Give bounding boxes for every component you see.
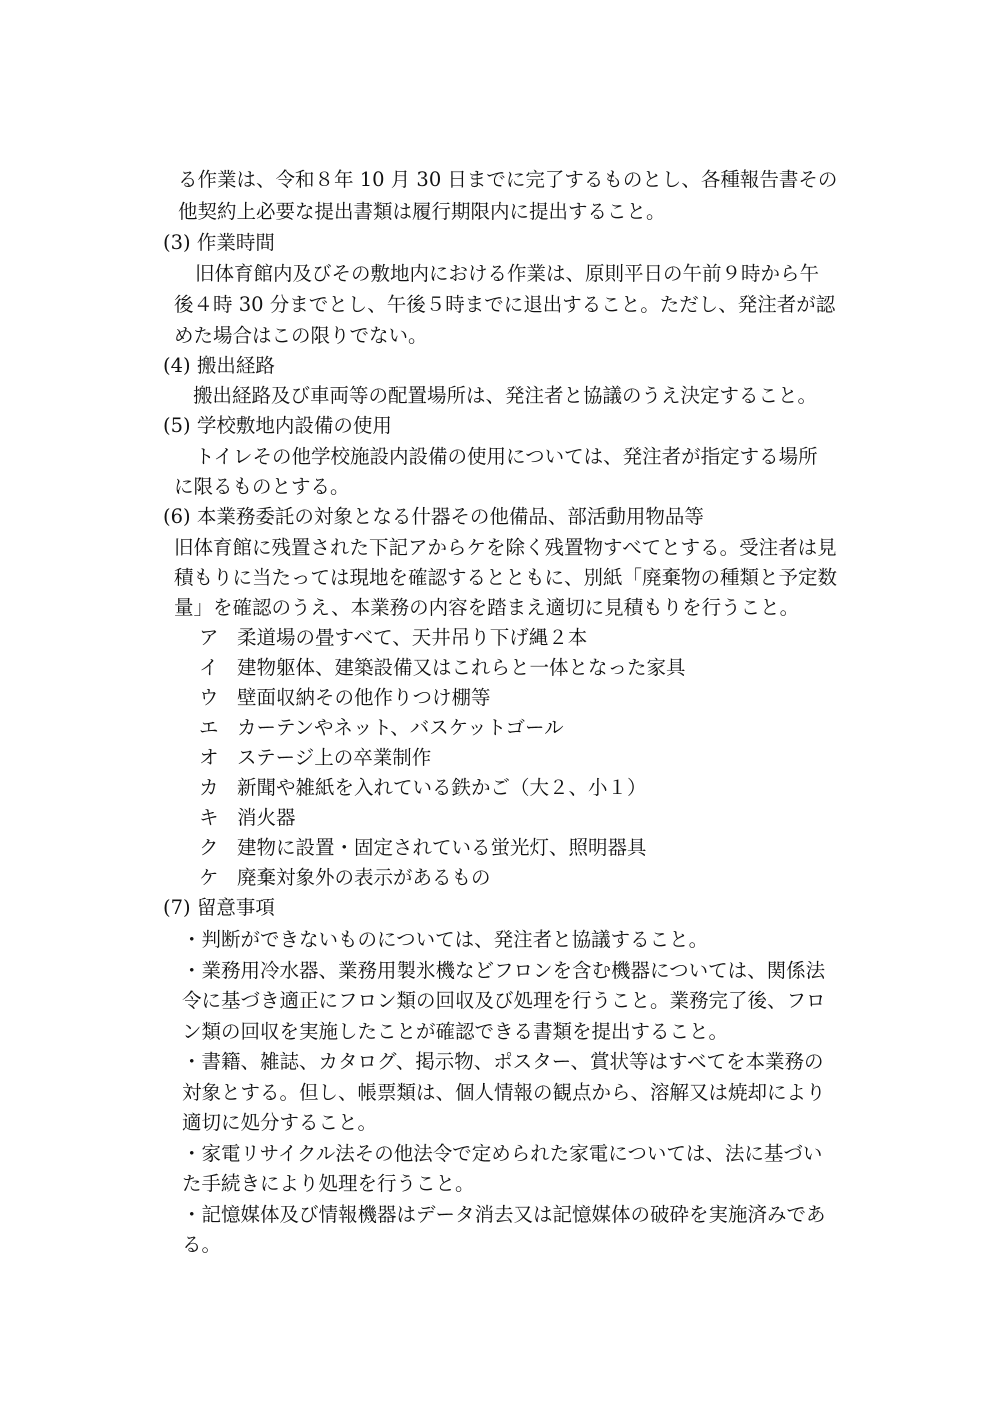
list-item-label: ウ <box>199 686 219 709</box>
list-item-label: ク <box>199 836 219 859</box>
bullet-line: 対象とする。但し、帳票類は、個人情報の観点から、溶解又は焼却により <box>182 1081 826 1104</box>
list-item-label: エ <box>199 716 219 739</box>
list-item-text: 建物に設置・固定されている蛍光灯、照明器具 <box>237 836 647 859</box>
bullet-line: ・書籍、雑誌、カタログ、掲示物、ポスター、賞状等はすべてを本業務の <box>182 1050 824 1073</box>
bullet-line: 令に基づき適正にフロン類の回収及び処理を行うこと。業務完了後、フロ <box>182 989 826 1012</box>
section-3-heading: (3) 作業時間 <box>163 231 275 254</box>
section-5-text: に限るものとする。 <box>174 475 350 498</box>
bullet-line: ン類の回収を実施したことが確認できる書類を提出すること。 <box>182 1020 729 1043</box>
list-item-text: 廃棄対象外の表示があるもの <box>237 866 491 889</box>
section-4-text: 搬出経路及び車両等の配置場所は、発注者と協議のうえ決定すること。 <box>193 384 818 407</box>
section-6-text: 旧体育館に残置された下記アからケを除く残置物すべてとする。受注者は見 <box>174 536 837 559</box>
section-7-heading: (7) 留意事項 <box>163 896 275 919</box>
list-item-label: キ <box>199 806 219 829</box>
section-3-text: 旧体育館内及びその敷地内における作業は、原則平日の午前９時から午 <box>195 262 820 285</box>
list-item-text: 新聞や雑紙を入れている鉄かご（大２、小１） <box>237 776 647 799</box>
bullet-line: 適切に処分すること。 <box>182 1111 378 1134</box>
section-6-text: 量」を確認のうえ、本業務の内容を踏まえ適切に見積もりを行うこと。 <box>174 596 800 619</box>
bullet-line: ・判断ができないものについては、発注者と協議すること。 <box>182 928 709 951</box>
section-6-text: 積もりに当たっては現地を確認するとともに、別紙「廃棄物の種類と予定数 <box>174 566 838 589</box>
list-item-text: 消火器 <box>237 806 296 829</box>
bullet-line: ・家電リサイクル法その他法令で定められた家電については、法に基づい <box>182 1142 823 1165</box>
section-6-heading: (6) 本業務委託の対象となる什器その他備品、部活動用物品等 <box>163 505 704 528</box>
list-item-label: ケ <box>199 866 219 889</box>
list-item-label: オ <box>199 746 219 769</box>
list-item-label: イ <box>199 656 219 679</box>
list-item-text: ステージ上の卒業制作 <box>237 746 432 769</box>
list-item-text: 柔道場の畳すべて、天井吊り下げ縄２本 <box>237 626 588 649</box>
section-3-text: めた場合はこの限りでない。 <box>174 324 428 347</box>
section-5-text: トイレその他学校施設内設備の使用については、発注者が指定する場所 <box>195 445 818 468</box>
list-item-text: カーテンやネット、バスケットゴール <box>237 716 564 739</box>
bullet-line: ・業務用冷水器、業務用製氷機などフロンを含む機器については、関係法 <box>182 959 826 982</box>
list-item-text: 壁面収納その他作りつけ棚等 <box>237 686 491 709</box>
section-5-heading: (5) 学校敷地内設備の使用 <box>163 414 392 437</box>
bullet-line: ・記憶媒体及び情報機器はデータ消去又は記憶媒体の破砕を実施済みであ <box>182 1203 826 1226</box>
intro-line: る作業は、令和８年 10 月 30 日までに完了するものとし、各種報告書その <box>178 168 838 191</box>
section-4-heading: (4) 搬出経路 <box>163 354 275 377</box>
intro-line: 他契約上必要な提出書類は履行期限内に提出すること。 <box>178 200 666 223</box>
list-item-label: カ <box>199 776 219 799</box>
section-3-text: 後４時 30 分までとし、午後５時までに退出すること。ただし、発注者が認 <box>174 293 836 316</box>
bullet-line: る。 <box>182 1233 222 1256</box>
bullet-line: た手続きにより処理を行うこと。 <box>182 1172 475 1195</box>
list-item-label: ア <box>199 626 219 649</box>
list-item-text: 建物躯体、建築設備又はこれらと一体となった家具 <box>237 656 686 679</box>
